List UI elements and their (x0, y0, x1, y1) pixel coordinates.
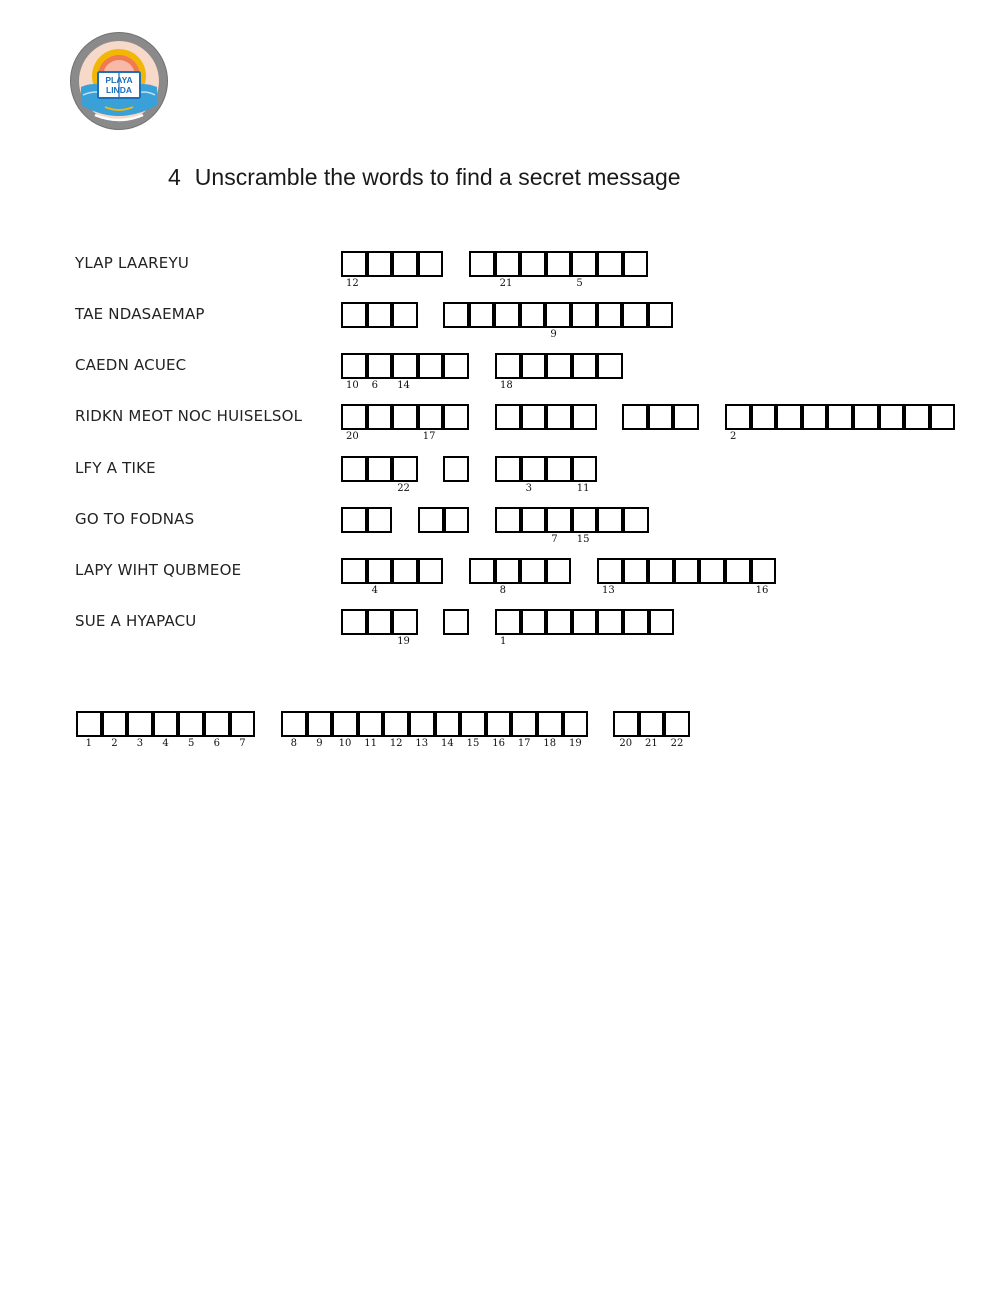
secret-letter-number: 5 (188, 737, 195, 749)
school-logo (69, 31, 169, 131)
letter-index-number: 16 (755, 584, 769, 596)
letter-index-number: 19 (397, 635, 410, 647)
answer-letter-box[interactable] (751, 404, 777, 430)
letter-index-number: 20 (346, 430, 359, 442)
letter-index-number: 17 (422, 430, 436, 442)
secret-letter-box[interactable] (613, 711, 639, 737)
answer-letter-box[interactable] (392, 251, 418, 277)
answer-letter-box[interactable] (520, 251, 546, 277)
secret-letter-box[interactable] (281, 711, 307, 737)
scrambled-phrase: YLAP LAAREYU (75, 254, 190, 272)
answer-letter-box[interactable] (495, 251, 521, 277)
answer-letter-box[interactable] (367, 251, 393, 277)
secret-letter-box[interactable] (127, 711, 153, 737)
answer-letter-box[interactable] (521, 404, 547, 430)
answer-letter-box[interactable] (392, 404, 418, 430)
answer-letter-box[interactable] (520, 558, 546, 584)
secret-letter-box[interactable] (204, 711, 230, 737)
secret-letter-number: 18 (543, 737, 557, 749)
answer-letter-box[interactable] (546, 456, 572, 482)
secret-letter-box[interactable] (435, 711, 461, 737)
secret-letter-number: 15 (466, 737, 480, 749)
secret-letter-box[interactable] (537, 711, 563, 737)
answer-letter-box[interactable] (341, 456, 367, 482)
answer-letter-box[interactable] (341, 609, 367, 635)
answer-letter-box[interactable] (443, 456, 469, 482)
secret-letter-box[interactable] (332, 711, 358, 737)
answer-letter-box[interactable] (341, 558, 367, 584)
exercise-title (168, 164, 681, 191)
answer-letter-box[interactable] (418, 404, 444, 430)
answer-letter-box[interactable] (853, 404, 879, 430)
answer-letter-box[interactable] (572, 456, 598, 482)
answer-letter-box[interactable] (572, 507, 598, 533)
secret-letter-number: 4 (162, 737, 169, 749)
secret-letter-box[interactable] (460, 711, 486, 737)
secret-letter-box[interactable] (102, 711, 128, 737)
answer-letter-box[interactable] (469, 251, 495, 277)
answer-letter-box[interactable] (622, 404, 648, 430)
answer-letter-box[interactable] (418, 353, 444, 379)
answer-letter-box[interactable] (648, 558, 674, 584)
letter-index-number: 9 (550, 328, 557, 340)
letter-index-number: 6 (371, 379, 378, 391)
answer-letter-box[interactable] (367, 404, 393, 430)
secret-letter-number: 14 (441, 737, 454, 749)
answer-letter-box[interactable] (827, 404, 853, 430)
letter-index-number: 5 (576, 277, 583, 289)
answer-letter-box[interactable] (341, 353, 367, 379)
answer-letter-box[interactable] (623, 251, 649, 277)
letter-index-number: 8 (499, 584, 506, 596)
secret-letter-box[interactable] (511, 711, 537, 737)
answer-letter-box[interactable] (673, 404, 699, 430)
answer-letter-box[interactable] (392, 456, 418, 482)
answer-letter-box[interactable] (674, 558, 700, 584)
letter-index-number: 10 (346, 379, 359, 391)
answer-letter-box[interactable] (392, 609, 418, 635)
answer-letter-box[interactable] (623, 558, 649, 584)
letter-index-number: 22 (397, 482, 410, 494)
answer-letter-box[interactable] (572, 609, 598, 635)
secret-letter-box[interactable] (639, 711, 665, 737)
answer-letter-box[interactable] (367, 456, 393, 482)
letter-index-number: 15 (576, 533, 590, 545)
answer-letter-box[interactable] (546, 507, 572, 533)
answer-letter-box[interactable] (494, 302, 520, 328)
answer-letter-box[interactable] (392, 558, 418, 584)
answer-letter-box[interactable] (469, 302, 495, 328)
letter-index-number: 14 (397, 379, 410, 391)
answer-letter-box[interactable] (571, 251, 597, 277)
answer-letter-box[interactable] (648, 302, 674, 328)
secret-letter-number: 19 (569, 737, 582, 749)
answer-letter-box[interactable] (699, 558, 725, 584)
answer-letter-box[interactable] (392, 353, 418, 379)
secret-letter-number: 12 (389, 737, 403, 749)
answer-letter-box[interactable] (597, 507, 623, 533)
answer-letter-box[interactable] (469, 558, 495, 584)
answer-letter-box[interactable] (930, 404, 956, 430)
answer-letter-box[interactable] (367, 609, 393, 635)
secret-letter-box[interactable] (178, 711, 204, 737)
secret-letter-number: 7 (239, 737, 246, 749)
letter-index-number: 2 (730, 430, 737, 442)
secret-letter-number: 21 (645, 737, 658, 749)
answer-letter-box[interactable] (546, 558, 572, 584)
secret-letter-box[interactable] (307, 711, 333, 737)
answer-letter-box[interactable] (597, 251, 623, 277)
secret-letter-number: 11 (364, 737, 377, 749)
answer-letter-box[interactable] (571, 302, 597, 328)
answer-letter-box[interactable] (495, 353, 521, 379)
scrambled-phrase: CAEDN ACUEC (75, 356, 187, 374)
scrambled-phrase: RIDKN MEOT NOC HUISELSOL (75, 407, 303, 425)
answer-letter-box[interactable] (341, 251, 367, 277)
scrambled-phrase: TAE NDASAEMAP (75, 305, 205, 323)
answer-letter-box[interactable] (521, 609, 547, 635)
secret-letter-number: 20 (619, 737, 633, 749)
letter-index-number: 18 (500, 379, 513, 391)
answer-letter-box[interactable] (443, 302, 469, 328)
scrambled-phrase: SUE A HYAPACU (75, 612, 197, 630)
scrambled-phrase: LFY A TIKE (75, 459, 156, 477)
answer-letter-box[interactable] (495, 456, 521, 482)
letter-index-number: 1 (500, 635, 507, 647)
letter-index-number: 21 (499, 277, 513, 289)
answer-letter-box[interactable] (546, 609, 572, 635)
letter-index-number: 11 (576, 482, 590, 494)
answer-letter-box[interactable] (443, 404, 469, 430)
secret-letter-number: 22 (670, 737, 684, 749)
exercise-instruction: Unscramble the words to find a secret message (194, 164, 681, 190)
answer-letter-box[interactable] (623, 609, 649, 635)
answer-letter-box[interactable] (495, 404, 521, 430)
secret-letter-number: 10 (338, 737, 352, 749)
secret-letter-box[interactable] (358, 711, 384, 737)
answer-letter-box[interactable] (367, 302, 393, 328)
secret-letter-number: 6 (213, 737, 220, 749)
answer-letter-box[interactable] (597, 558, 623, 584)
secret-letter-number: 1 (85, 737, 92, 749)
answer-letter-box[interactable] (879, 404, 905, 430)
answer-letter-box[interactable] (341, 404, 367, 430)
answer-letter-box[interactable] (367, 558, 393, 584)
answer-letter-box[interactable] (418, 507, 444, 533)
answer-letter-box[interactable] (546, 353, 572, 379)
letter-index-number: 12 (346, 277, 359, 289)
answer-letter-box[interactable] (572, 353, 598, 379)
answer-letter-box[interactable] (444, 507, 470, 533)
secret-letter-box[interactable] (153, 711, 179, 737)
secret-letter-box[interactable] (230, 711, 256, 737)
answer-letter-box[interactable] (367, 507, 393, 533)
secret-letter-box[interactable] (76, 711, 102, 737)
answer-letter-box[interactable] (521, 353, 547, 379)
answer-letter-box[interactable] (904, 404, 930, 430)
scrambled-phrase: GO TO FODNAS (75, 510, 195, 528)
answer-letter-box[interactable] (521, 507, 547, 533)
secret-letter-number: 17 (517, 737, 531, 749)
answer-letter-box[interactable] (802, 404, 828, 430)
answer-letter-box[interactable] (597, 353, 623, 379)
exercise-number: 4 (168, 164, 181, 190)
answer-letter-box[interactable] (521, 456, 547, 482)
secret-letter-box[interactable] (486, 711, 512, 737)
secret-letter-number: 9 (316, 737, 323, 749)
answer-letter-box[interactable] (649, 609, 675, 635)
answer-letter-box[interactable] (546, 251, 572, 277)
secret-letter-number: 13 (415, 737, 429, 749)
answer-letter-box[interactable] (751, 558, 777, 584)
secret-letter-number: 3 (136, 737, 144, 749)
answer-letter-box[interactable] (545, 302, 571, 328)
answer-letter-box[interactable] (495, 609, 521, 635)
answer-letter-box[interactable] (648, 404, 674, 430)
answer-letter-box[interactable] (367, 353, 393, 379)
answer-letter-box[interactable] (622, 302, 648, 328)
answer-letter-box[interactable] (418, 558, 444, 584)
answer-letter-box[interactable] (572, 404, 598, 430)
answer-letter-box[interactable] (392, 302, 418, 328)
answer-letter-box[interactable] (597, 302, 623, 328)
answer-letter-box[interactable] (341, 302, 367, 328)
answer-letter-box[interactable] (623, 507, 649, 533)
secret-letter-box[interactable] (409, 711, 435, 737)
logo-text-line2: LINDA (106, 85, 132, 95)
letter-index-number: 7 (551, 533, 558, 545)
answer-letter-box[interactable] (520, 302, 546, 328)
letter-index-number: 4 (371, 584, 378, 596)
secret-letter-number: 16 (492, 737, 505, 749)
secret-letter-box[interactable] (664, 711, 690, 737)
letter-index-number: 3 (525, 482, 532, 494)
secret-letter-box[interactable] (383, 711, 409, 737)
answer-letter-box[interactable] (597, 609, 623, 635)
logo-text-line1: PLAYA (105, 75, 133, 85)
secret-letter-number: 2 (111, 737, 118, 749)
answer-letter-box[interactable] (725, 404, 751, 430)
answer-letter-box[interactable] (546, 404, 572, 430)
answer-letter-box[interactable] (725, 558, 751, 584)
answer-letter-box[interactable] (495, 507, 521, 533)
answer-letter-box[interactable] (443, 353, 469, 379)
answer-letter-box[interactable] (443, 609, 469, 635)
scrambled-phrase: LAPY WIHT QUBMEOE (75, 561, 242, 579)
answer-letter-box[interactable] (341, 507, 367, 533)
answer-letter-box[interactable] (776, 404, 802, 430)
secret-letter-number: 8 (290, 737, 297, 749)
answer-letter-box[interactable] (418, 251, 444, 277)
letter-index-number: 13 (602, 584, 615, 596)
answer-letter-box[interactable] (495, 558, 521, 584)
secret-letter-box[interactable] (563, 711, 589, 737)
